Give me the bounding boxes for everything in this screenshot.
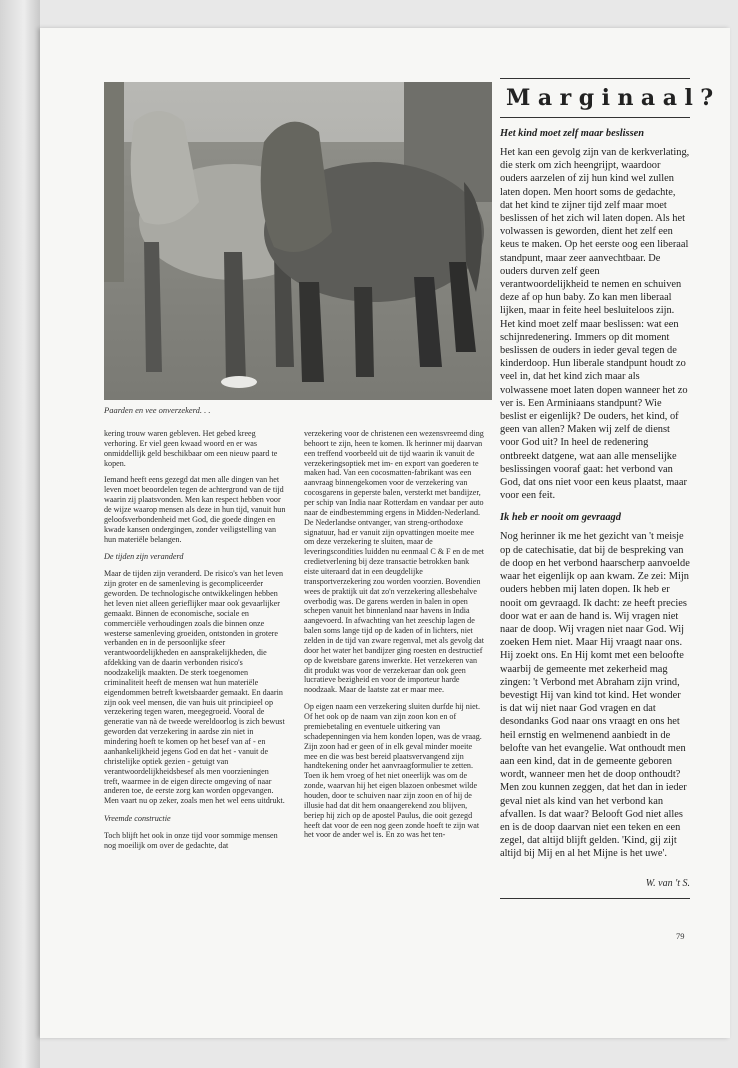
divider bbox=[500, 117, 690, 118]
divider bbox=[500, 898, 690, 899]
photo-caption: Paarden en vee onverzekerd. . . bbox=[104, 405, 211, 415]
paragraph: kering trouw waren gebleven. Het gebed kreeg verhoring. Er viel geen kwaad woord en er was onmiddellijk geld beschikbaar om een nieuw paard te kopen. bbox=[104, 429, 278, 468]
subheading: Vreemde constructie bbox=[104, 814, 171, 824]
article-column-right bbox=[304, 429, 486, 847]
paragraph: Op eigen naam een verzekering sluiten durfde hij niet. Of het ook op de naam van zijn zoon kon en of premiebetaling en eventuele uitkering van schadepenningen via hem konden lopen, was de vraag. Zijn zoon had er geen of in elk geval minder moeite mee en die was best bereid plaatsvervangend zijn handtekening onder het aanvraagformulier te zetten. Toen ik hem vroeg of het niet oneerlijk was om de zonde, waarvan hij het eigen blazoen onbesmet wilde houden, door te schuiven naar zijn zoon en of hij de illusie had dat dit hem onaangerekend zou blijven, beriep hij zich op de apostel Paulus, die ooit gezegd heeft dat voor de een nog geen zonde hoeft te zijn wat het voor de ander wel is. En zo was het ten- bbox=[304, 702, 482, 840]
horses-photo bbox=[104, 82, 492, 400]
horses-photo-icon bbox=[104, 82, 492, 400]
paragraph: Iemand heeft eens gezegd dat men alle dingen van het leven moet beoordelen tegen de achtergrond van de tijd waarin zij plaatsvonden. Men kan respect hebben voor de wijze waarop mensen als deze in hun tijd, vanuit hun geloofsverbondenheid met God, die goede dingen en kwade kansen ondergingen, zonder veiligstelling van hun materiële belangen. bbox=[104, 475, 286, 544]
author-signature: W. van 't S. bbox=[645, 877, 690, 889]
marginaal-body: Het kan een gevolg zijn van de kerkverlating, die sterk om zich heengrijpt, waardoor ouders aarzelen of zij hun kind wel zullen laten dopen. Men hoort soms de gedachte, dat het kind te zijner tijd zelf maar moet beslissen of het zich wil laten dopen. Als het volwassen is geworden, dient het zelf een keus te maken. Op het eerste oog een liberaal standpunt, maar zeer aanvechtbaar. De ouders durven zelf geen verantwoordelijkheid te nemen en schuiven deze af op hun baby. Zo kan men liberaal lijken, maar in feite heel besluiteloos zijn. Het kind moet zelf maar beslissen: wat een schijnredenering. Immers op dit moment beslissen de ouders in ieder geval tegen de kinderdoop. Hun liberale standpunt houdt zo veel in, dat het kind zich maar als volwassene moet laten dopen wanneer het zo ver is. Een Arminiaans standpunt? Wie beslist er eigenlijk? De ouders, het kind, of geen van allen? Maken wij zelf de dienst voor God uit? In heel de redenering ontbreekt datgene, wat aan alle menselijke beslissingen vooraf gaat: het verbond van God, dat ons niet voor een keus plaatst, maar voor een feit. bbox=[500, 147, 690, 502]
marginaal-box bbox=[500, 78, 721, 899]
subheading: De tijden zijn veranderd bbox=[104, 552, 184, 562]
paragraph: verzekering voor de christenen een wezensvreemd ding behoort te zijn, heen te komen. Ik herinner mij daarvan een treffend voorbeeld uit de tijd waarin ik vanuit de verzekeringsoptiek met im- en export van goederen te maken had. Van een cocosmatten-fabrikant was een aanvraag binnengekomen voor de verzekering van cocosgarens in geperste balen, versterkt met bandijzer, per schip van India naar Rotterdam en vandaar per auto naar de eindbestemming ergens in Midden-Nederland. De Nederlandse ontvanger, van streng-orthodoxe signatuur, had er vanuit zijn opvattingen moeite mee om deze verzekering te sluiten, maar de leveringscondities luidden nu eenmaal C & F en de met credietverlening bij deze transactie betrokken bank eiste uiteraard dat in een deugdelijke transportverzekering zou worden voorzien. Bovendien wees de praktijk uit dat zo'n verzekering allesbehalve overbodig was. De garens werden in balen in open schepen vanuit het binnenland naar havens in India aangevoerd. In afwachting van het zeeschip lagen de balen soms lange tijd op de kaden of in lichters, niet zelden in de tijd van zware regenval, met als gevolg dat door het water het bandijzer ging roesten en destructief op de kwetsbare garens inwerkte. Het verzekeren van dit produkt was voor de verzekeraar dan ook geen lucratieve bezigheid en voor de importeur harde noodzaak. Maar de laatste zat er maar mee. bbox=[304, 429, 485, 695]
paragraph: Maar de tijden zijn veranderd. De risico's van het leven zijn groter en de samenleving is gecompliceerder geworden. De technologische ontwikkelingen hebben het leven niet alleen gerieflijker maar ook gevaarlijker gemaakt. Binnen de economische, sociale en commerciële verhoudingen zoals die binnen onze westerse samenleving groeiden, ontstonden in grotere verbanden en in de persoonlijke sfeer verantwoordelijkheden en aansprakelijkheden, die afdekking van de daarin verbonden risico's noodzakelijk maakten. De sterk toegenomen criminaliteit heeft de mensen wat hun materiële eigendommen betreft kwetsbaarder gemaakt. En daarin zijn ook veel mensen, die van huis uit principieel op verzekering tegen waren, meegegroeid. Vooral de generatie van nà de tweede wereldoorlog is zich bewust geworden dat verzekering in aardse zin niet in mindering hoeft te komen op het besef van af - en aanhankelijkheid jegens God en dat het - vanuit de christelijke optiek gezien - getuigt van verantwoordelijkheidsbesef als men voorzieningen treft, waarmee in de eigen directe omgeving of naar anderen toe, de eerste zorg kan worden opgevangen. Men vaart nu op zeker, zoals men het wel eens uitdrukt. bbox=[104, 569, 285, 806]
paragraph: Toch blijft het ook in onze tijd voor sommige mensen nog moeilijk om over de gedachte, dat bbox=[104, 831, 278, 850]
page-number: 79 bbox=[676, 931, 685, 941]
marginaal-heading: Het kind moet zelf maar beslissen bbox=[500, 128, 645, 139]
marginaal-body: Nog herinner ik me het gezicht van 't meisje op de catechisatie, dat bij de bespreking van de doop en het verbond haarscherp aanvoelde waar het eigenlijk op aan kwam. Ze zei: Mijn ouders hebben mij laten dopen. Ik heb er nooit om gevraagd. Ik dacht: ze heeft precies door wat er aan de hand is. Wij vragen niet naar de doop. Wij vragen niet naar God. Wij zoeken Hem niet. Maar Hij vraagt naar ons. Hij zoekt ons. En Hij komt met een beloofte waarbij de gemeente met zekerheid mag zingen: 't Verbond met Abraham zijn vrind, bevestigt Hij van kind tot kind. Het wonder is dat wij niet naar God vragen en dat desondanks God naar ons vraagt en ons het heil ernstig en welmenend aanbiedt in de belofte van het evangelie. Wat onthoudt men aan een kind, dat in de gemeente geboren wordt, wanneer men het de doop onthoudt? Men zou kunnen zeggen, dat het dan in ieder geval niet als kind van het verbond kan afvallen. Is dat waar? Belooft God niet alles en is de doop daarvan niet een teken en een zegel, dat altijd blijft gelden. 'Kind, gij zijt altijd bij Mij en al het Mijne is het uwe'. bbox=[500, 531, 690, 860]
divider bbox=[500, 78, 690, 79]
marginaal-heading: Ik heb er nooit om gevraagd bbox=[500, 512, 621, 524]
article-column-left bbox=[104, 429, 286, 858]
marginaal-title: Marginaal? bbox=[506, 85, 721, 111]
book-spine bbox=[0, 0, 40, 1068]
